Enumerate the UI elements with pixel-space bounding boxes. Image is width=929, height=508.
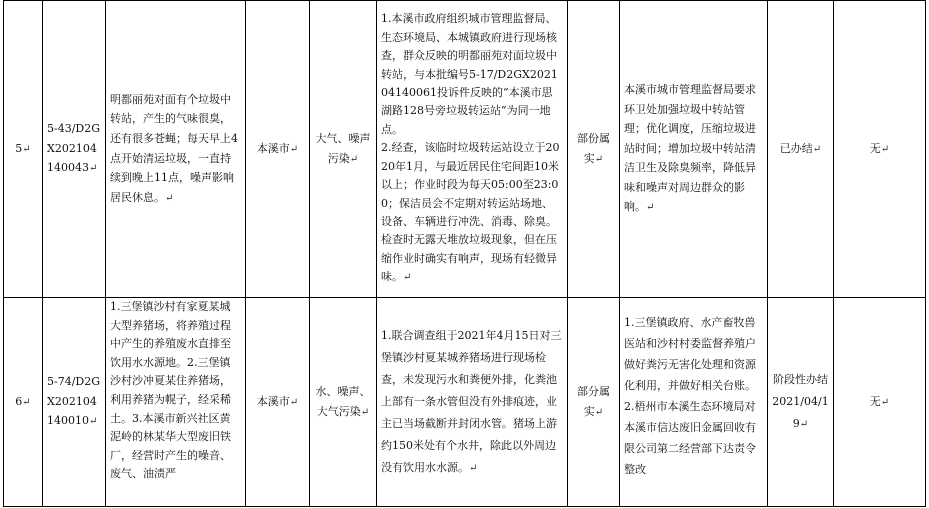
status-cell: 阶段性办结2021/04/19↵ bbox=[768, 298, 834, 507]
accountability-cell: 无↵ bbox=[834, 298, 926, 507]
case-code-cell: 5-43/D2GX202104140043↵ bbox=[43, 1, 106, 298]
district-cell: 本溪市↵ bbox=[246, 298, 310, 507]
seq-cell: 6↵ bbox=[4, 298, 43, 507]
pollution-type-cell: 大气、噪声污染↵ bbox=[310, 1, 377, 298]
verdict-cell: 部分属实↵ bbox=[568, 298, 620, 507]
complaint-cell: 明都丽苑对面有个垃圾中转站，产生的气味很臭，还有很多苍蝇；每天早上4点开始清运垃圾，一直持续到晚上11点，噪声影响居民休息。↵ bbox=[106, 1, 246, 298]
investigation-cell: 1.本溪市政府组织城市管理监督局、生态环境局、本城镇政府进行现场核查，群众反映的明都丽苑对面垃圾中转站，与本批编号5-17/D2GX202104140061投诉件反映的“本溪市思湖路128号旁垃圾转运站”为同一地点。 2.经查，该临时垃圾转运站设立于2020年1月，与最近居民住宅间距10米以上；作业时段为每天05:00至23:00；保洁员会不定期对转运站场地、设备、车辆进行冲洗、消毒、除臭。检查时无露天堆放垃圾现象，但在压缩作业时确实有响声，现场有轻微异味。↵ bbox=[377, 1, 568, 298]
complaint-cell: 1.三堡镇沙村有家夏某城大型养猪场，将养殖过程中产生的养殖废水直排至饮用水水源地。2.三堡镇沙村沙冲夏某住养猪场，利用养猪为幌子，经采稀土。3.本溪市新兴社区黄泥岭的林某华大型废旧铁厂，经营时产生的噪音、废气、油渍严 bbox=[106, 298, 246, 507]
measures-cell: 本溪市城市管理监督局要求环卫处加强垃圾中转站管理；优化调度，压缩垃圾进站时间；增加垃圾中转站清洁卫生及除臭频率，降低异味和噪声对周边群众的影响。↵ bbox=[620, 1, 768, 298]
seq-cell: 5↵ bbox=[4, 1, 43, 298]
verdict-cell: 部份属实↵ bbox=[568, 1, 620, 298]
measures-cell: 1.三堡镇政府、水产畜牧兽医站和沙村村委监督养殖户做好粪污无害化处理和资源化利用，并做好相关台账。 2.梧州市本溪生态环境局对本溪市信达废旧金属回收有限公司第二经营部下达责令整改 bbox=[620, 298, 768, 507]
case-code-cell: 5-74/D2GX202104140010↵ bbox=[43, 298, 106, 507]
district-cell: 本溪市↵ bbox=[246, 1, 310, 298]
table-row bbox=[4, 298, 926, 507]
status-cell: 已办结↵ bbox=[768, 1, 834, 298]
investigation-cell: 1.联合调查组于2021年4月15日对三堡镇沙村夏某城养猪场进行现场检查，未发现污水和粪便外排，化粪池上部有一条水管但没有外排痕迹，业主已当场截断并封闭水管。猪场上游约150米处有个水井，除此以外周边没有饮用水水源。↵ bbox=[377, 298, 568, 507]
document-table bbox=[3, 0, 926, 507]
pollution-type-cell: 水、噪声、大气污染↵ bbox=[310, 298, 377, 507]
accountability-cell: 无↵ bbox=[834, 1, 926, 298]
table-row bbox=[4, 1, 926, 298]
